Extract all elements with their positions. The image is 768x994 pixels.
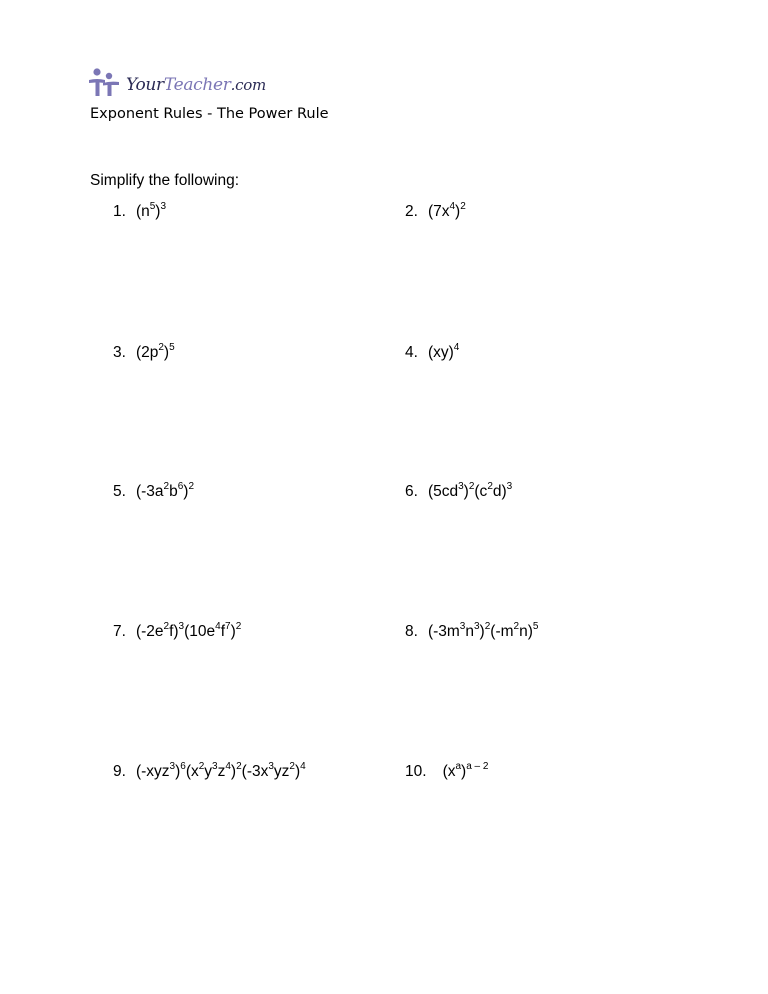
base-term: (10e [184,623,216,640]
yourteacher-people-icon [88,68,122,98]
problem-1 [113,203,166,221]
problem-5 [113,483,194,501]
problem-number: 1. [113,203,126,220]
base-term: ) [230,763,237,780]
exponent: 5 [149,201,156,212]
base-term: f [220,623,226,640]
problem-8 [405,623,538,641]
exponent: 4 [453,342,460,353]
logo-teacher: Teacher [163,75,231,95]
exponent: 6 [177,481,184,492]
base-term: (7x [427,203,450,220]
exponent: 7 [225,621,231,632]
base-term: (-2e [135,623,164,640]
base-term: ) [479,623,485,640]
problem-number: 8. [405,623,418,640]
base-term: ) [461,763,467,780]
exponent: 2 [188,481,194,492]
base-term: ) [163,344,170,361]
base-term: (-3a [135,483,164,500]
base-term: ) [294,763,301,780]
problem-9 [113,763,306,781]
base-term: (-m [490,623,514,640]
exponent: a – 2 [466,761,489,772]
base-term: ) [230,623,236,640]
problem-expression [428,203,466,221]
logo-your: Your [126,75,164,95]
base-term: (xy) [427,344,454,361]
exponent: 4 [449,201,456,212]
base-term: yz [273,763,290,780]
exponent: 4 [215,621,221,632]
problem-expression [428,483,512,501]
base-term: (x [442,763,456,780]
base-term: z [217,763,226,780]
exponent: 3 [169,761,176,772]
exponent: 2 [468,481,475,492]
base-term: (c [474,483,488,500]
exponent: 3 [268,761,274,772]
problem-expression [443,763,489,781]
exponent: 2 [513,621,520,632]
problem-number: 5. [113,483,126,500]
base-term: (5cd [427,483,459,500]
exponent: 4 [225,761,231,772]
exponent: 2 [158,342,164,353]
problem-number: 4. [405,344,418,361]
yourteacher-logo [88,66,266,98]
base-term: (-3x [241,763,269,780]
problem-number: 10. [405,763,427,780]
base-term: f) [169,623,179,640]
base-term: b [169,483,178,500]
exponent: 3 [506,481,513,492]
base-term: ) [175,763,181,780]
problem-10 [405,763,488,781]
exponent: a [455,761,462,772]
exponent: 3 [458,481,464,492]
exponent: 2 [235,621,242,632]
exponent: 3 [212,761,218,772]
base-term: ) [155,203,161,220]
problem-expression [136,763,306,781]
problem-3 [113,344,175,362]
instructions: Simplify the following: [90,172,240,189]
exponent: 2 [236,761,242,772]
exponent: 5 [169,342,175,353]
base-term: (n [135,203,150,220]
base-term: d) [492,483,507,500]
problem-expression [428,623,539,641]
exponent: 5 [532,621,539,632]
problem-2 [405,203,466,221]
base-term: n) [519,623,533,640]
exponent: 3 [160,201,167,212]
base-term: (2p [135,344,159,361]
page-title: Exponent Rules - The Power Rule [90,106,329,122]
exponent: 4 [300,761,306,772]
problem-expression [136,203,166,221]
base-term: (-xyz [135,763,170,780]
exponent: 2 [163,481,170,492]
problem-number: 2. [405,203,418,220]
problem-expression [136,483,194,501]
base-term: (x [185,763,199,780]
base-term: n [465,623,474,640]
logo-wordmark [126,75,266,95]
exponent: 2 [163,621,170,632]
exponent: 2 [289,761,295,772]
base-term: ) [463,483,469,500]
logo-com: .com [230,76,266,94]
problem-7 [113,623,241,641]
exponent: 3 [459,621,466,632]
exponent: 6 [180,761,186,772]
base-term: ) [183,483,189,500]
exponent: 3 [178,621,185,632]
exponent: 2 [460,201,466,212]
problem-number: 3. [113,344,126,361]
problem-number: 6. [405,483,418,500]
exponent: 2 [484,621,491,632]
base-term: y [204,763,213,780]
base-term: (-3m [427,623,460,640]
exponent: 2 [198,761,205,772]
exponent: 3 [473,621,480,632]
problem-expression [428,344,459,362]
problem-expression [136,344,175,362]
problem-number: 7. [113,623,126,640]
exponent: 2 [487,481,493,492]
base-term: ) [455,203,461,220]
problem-number: 9. [113,763,126,780]
problem-4 [405,344,459,362]
problem-6 [405,483,512,501]
problem-expression [136,623,241,641]
